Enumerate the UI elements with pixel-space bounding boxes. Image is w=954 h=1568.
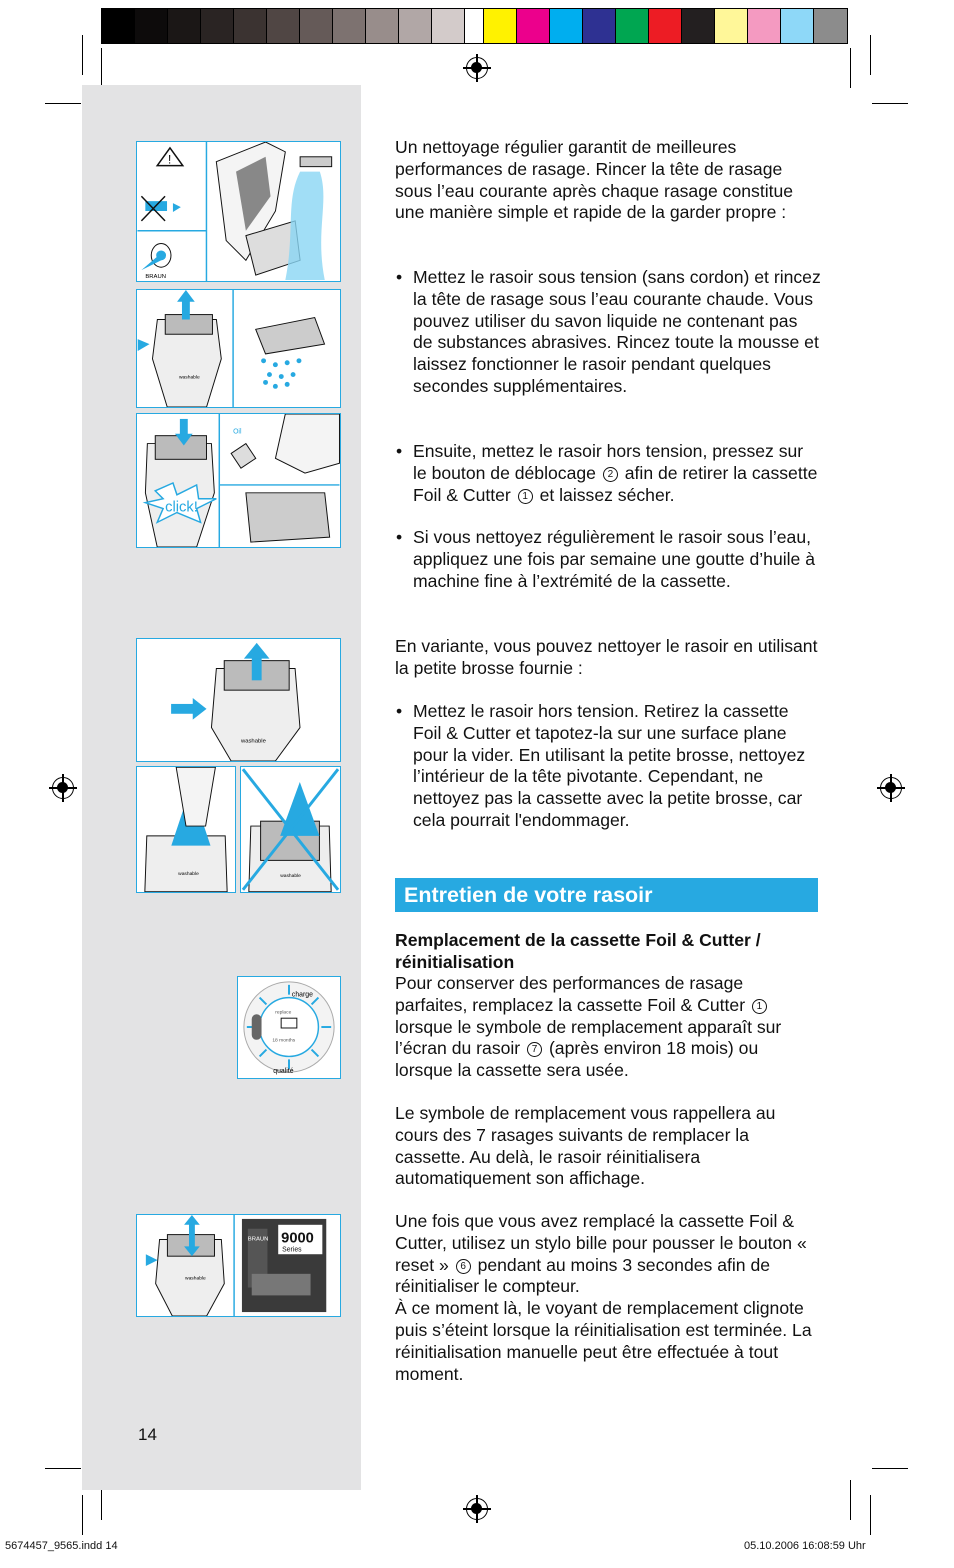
callout-number: 1 [518,489,533,504]
crop-mark [45,103,81,104]
gray-swatch [300,9,333,43]
callout-number: 6 [456,1259,471,1274]
oil-and-click-illustration [136,413,341,548]
rinse-illustration [136,141,341,282]
color-swatch [649,9,682,43]
gray-swatch [333,9,366,43]
crop-mark [850,48,851,88]
bullet-text: Si vous nettoyez régulièrement le rasoir sous l’eau, appliquez une fois par semaine une goutte d’huile à machine fine à l’extrémité de la cassette. [413,527,816,591]
color-swatch [682,9,715,43]
registration-mark-icon [880,777,902,799]
reminder-paragraph: Le symbole de remplacement vous rappellera au cours des 7 rasages suivants de remplacer la cassette. Au delà, le rasoir réinitialisera automatiquement son affichage. [395,1103,776,1189]
registration-mark-icon [466,57,488,79]
svg-text:qualité: qualité [273,1068,294,1076]
svg-text:BRAUN: BRAUN [247,1236,269,1243]
reset-and-pack-illustration [136,1214,341,1317]
crop-mark [82,1495,83,1535]
svg-text:charge: charge [291,991,313,999]
crop-mark [82,35,83,75]
gray-swatch [267,9,300,43]
svg-text:9000: 9000 [281,1230,314,1247]
grayscale-calibration-bar [101,8,499,44]
callout-number: 2 [603,467,618,482]
callout-number: 1 [752,999,767,1014]
footer-file: 5674457_9565.indd 14 [5,1540,118,1552]
color-swatch [484,9,517,43]
gray-swatch [168,9,201,43]
bullet-symbol: • [396,441,403,461]
reset-paragraph: Une fois que vous avez remplacé la cassette Foil & Cutter, utilisez un stylo bille pour pousser le bouton « reset » 6 pendant au moins 3 secondes afin de réinitialiser le compteur. À ce moment là, le voyant de remplacement clignote puis s’éteint lorsque la réinitialisation est terminée. La réinitialisation manuelle peut être effectuée à tout moment. [395,1211,812,1384]
bullet-text: Mettez le rasoir hors tension. Retirez la cassette Foil & Cutter et tapotez-la sur une surface plane pour la vider. En utilisant la petite brosse, nettoyez l’intérieur de la tête pivotante. Cependant, ne nettoyez pas la cassette avec la petite brosse, car cela pourrait l'endommager. [413,701,806,830]
intro-paragraph: Un nettoyage régulier garantit de meilleures performances de rasage. Rincer la tête de rasage sous l’eau courante après chaque rasage constitue une manière simple et rapide de la garder propre : [395,137,794,223]
crop-mark [45,1468,81,1469]
replace-paragraph: Pour conserver des performances de rasage parfaites, remplacez la cassette Foil & Cutter 1 lorsque le symbole de remplacement apparaît sur l’écran du rasoir 7 (après environ 18 mois) ou lorsque la cassette sera usée. [395,973,782,1081]
warning-icon: ! [168,152,172,167]
section-title: Entretien de votre rasoir [395,878,818,912]
bullet-symbol: • [396,527,403,547]
svg-text:Series: Series [282,1246,302,1254]
brush-dont-illustration [240,766,341,893]
gray-swatch [366,9,399,43]
crop-mark [870,35,871,75]
brush-do-illustration [136,766,236,893]
crop-mark [101,48,102,88]
crop-mark [870,1495,871,1535]
color-swatch [550,9,583,43]
color-swatch [814,9,847,43]
svg-text:washable: washable [240,738,266,745]
crop-mark [872,1468,908,1469]
page-number: 14 [138,1425,157,1444]
bullet-text: Ensuite, mettez le rasoir hors tension, pressez sur le bouton de déblocage 2 afin de retirer la cassette Foil & Cutter 1 et laissez sécher. [413,441,818,505]
bullet-symbol: • [396,267,403,287]
svg-text:washable: washable [280,874,301,880]
remove-cassette-illustration [136,289,341,408]
color-calibration-bar [483,8,848,44]
tap-out-illustration [136,638,341,762]
gray-swatch [432,9,465,43]
click-label: click! [165,499,198,516]
svg-text:washable: washable [179,375,200,381]
footer-date: 05.10.2006 16:08:59 Uhr [744,1540,866,1552]
gray-swatch [399,9,432,43]
replace-symbol-dial [237,976,341,1079]
color-swatch [781,9,814,43]
gray-swatch [135,9,168,43]
registration-mark-icon [52,777,74,799]
gray-swatch [234,9,267,43]
bullet-symbol: • [396,701,403,721]
callout-number: 7 [527,1042,542,1057]
svg-text:18 months: 18 months [272,1038,296,1044]
svg-text:replace: replace [275,1010,292,1016]
color-swatch [616,9,649,43]
sub-heading: Remplacement de la cassette Foil & Cutter / réinitialisation [395,930,761,972]
gray-swatch [201,9,234,43]
registration-mark-icon [466,1498,488,1520]
bullet-text: Mettez le rasoir sous tension (sans cordon) et rincez la tête de rasage sous l’eau courante chaude. Vous pouvez utiliser du savon liquide ne contenant pas de substances abrasives. Rincez toute la mousse et laissez fonctionner le rasoir pendant quelques secondes supplémentaires. [413,267,821,396]
color-swatch [517,9,550,43]
gray-swatch [102,9,135,43]
variant-paragraph: En variante, vous pouvez nettoyer le rasoir en utilisant la petite brosse fournie : [395,636,818,678]
crop-mark [850,1480,851,1520]
svg-text:washable: washable [178,872,199,878]
color-swatch [748,9,781,43]
svg-text:BRAUN: BRAUN [145,274,167,281]
crop-mark [872,103,908,104]
color-swatch [715,9,748,43]
svg-text:Oil: Oil [233,428,242,436]
color-swatch [583,9,616,43]
svg-text:washable: washable [185,1276,206,1282]
